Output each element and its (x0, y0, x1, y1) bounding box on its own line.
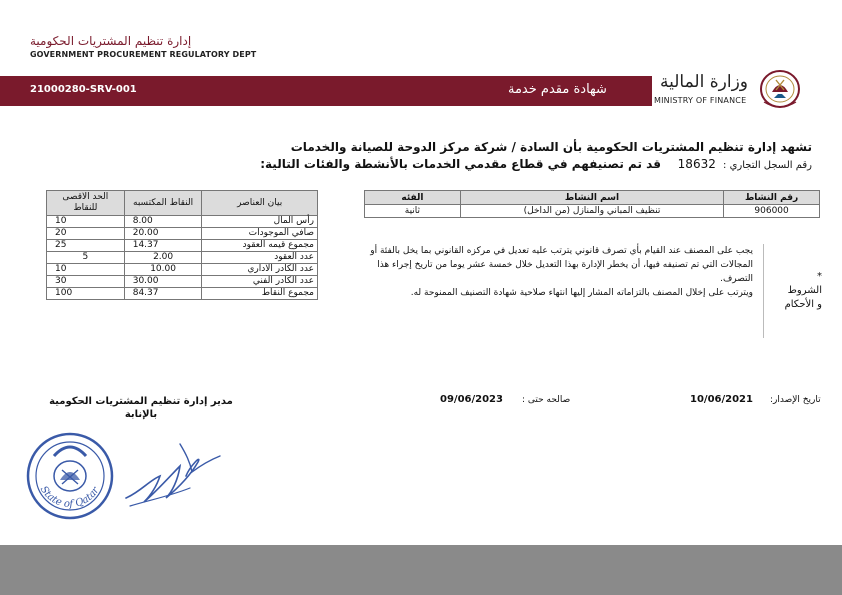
cr-number: 18632 (677, 157, 716, 171)
certificate-title: شهادة مقدم خدمة (508, 82, 607, 97)
terms-paragraph-2: ويترتب على إخلال المصنف بالتزاماته المشار إليها انتهاء صلاحية شهادة التصنيف الممنوحة له. (410, 288, 753, 298)
max-points-header: الحد الاقصى للنقاط (47, 191, 125, 216)
element-name: عدد العقود (202, 252, 318, 264)
ministry-logo-block (652, 70, 842, 110)
element-name: مجموع قيمه العقود (202, 240, 318, 252)
max-points: 20 (47, 228, 125, 240)
activity-name: تنظيف المباني والمنازل (من الداخل) (460, 205, 723, 218)
issue-date: 10/06/2021 (690, 394, 753, 405)
element-header: بيان العناصر (202, 191, 318, 216)
issue-date-label: تاريخ الإصدار: (770, 395, 821, 405)
points-header-row (47, 191, 318, 216)
element-name: عدد الكادر الاداري (202, 264, 318, 276)
element-name: مجموع النقاط (202, 288, 318, 300)
earned-points: 8.00 (124, 216, 202, 228)
max-points: 5 (47, 252, 125, 264)
signatory-line2: بالإنابة (124, 409, 158, 420)
department-header (30, 34, 256, 59)
max-points: 10 (47, 216, 125, 228)
activities-header-row (365, 191, 820, 205)
earned-points: 84.37 (124, 288, 202, 300)
activity-number: 906000 (724, 205, 820, 218)
terms-label-line1: * الشروط (787, 271, 822, 296)
valid-until-label: صالحه حتى : (522, 395, 571, 405)
earned-points: 2.00 (124, 252, 202, 264)
signatory-line1: مدير إدارة تنظيم المشتريات الحكومية (49, 396, 233, 407)
cr-label: رقم السجل التجاري : (723, 160, 812, 171)
department-name-en: GOVERNMENT PROCUREMENT REGULATORY DEPT (30, 50, 257, 59)
table-row (47, 264, 318, 276)
certify-statement: تشهد إدارة تنظيم المشتريات الحكومية بأن السادة / شركة مركز الدوحة للصيانة والخدمات (290, 140, 812, 154)
element-name: عدد الكادر الفني (202, 276, 318, 288)
terms-label-line2: و الأحكام (784, 299, 822, 310)
activity-number-header: رقم النشاط (724, 191, 820, 205)
terms-text (364, 244, 764, 338)
official-seal-icon (24, 430, 116, 522)
valid-until-date: 09/06/2023 (440, 394, 503, 405)
table-row (47, 276, 318, 288)
activity-category: ثانية (365, 205, 461, 218)
table-row (47, 252, 318, 264)
max-points: 10 (47, 264, 125, 276)
footer-band (0, 545, 842, 595)
table-row (47, 240, 318, 252)
element-name: رأس المال (202, 216, 318, 228)
table-row (47, 228, 318, 240)
signatory-title (46, 395, 236, 421)
certificate-code: 21000280-SRV-001 (30, 84, 137, 95)
earned-points: 20.00 (124, 228, 202, 240)
points-table (46, 190, 318, 300)
table-row (47, 216, 318, 228)
seal-text: State of Qatar (37, 484, 102, 511)
ministry-name-en: MINISTRY OF FINANCE (654, 96, 747, 105)
classified-statement: قد تم تصنيفهم في قطاع مقدمي الخدمات بالأنشطة والفئات التالية: (260, 157, 661, 171)
table-row (47, 288, 318, 300)
max-points: 100 (47, 288, 125, 300)
table-row (365, 205, 820, 218)
classification-line (212, 157, 812, 171)
svg-text:State of Qatar (38, 484, 103, 510)
max-points: 30 (47, 276, 125, 288)
department-name-ar: إدارة تنظيم المشتريات الحكومية (30, 34, 192, 48)
earned-points-header: النقاط المكتسبه (124, 191, 202, 216)
ministry-name-ar: وزارة المالية (660, 72, 748, 92)
activity-name-header: اسم النشاط (460, 191, 723, 205)
earned-points: 14.37 (124, 240, 202, 252)
qatar-emblem-icon (756, 68, 804, 110)
terms-paragraph-1: يجب على المصنف عند القيام بأي تصرف قانوني يترتب عليه تعديل في مركزه القانوني بما يخل بالفئة أو المجالات التي تم تصنيفه فيها، أن يخطر الإدارة بهذا التعديل خلال خمسة عشر يوما من تاريخ إجراء هذا التصرف. (370, 246, 753, 284)
earned-points: 10.00 (124, 264, 202, 276)
category-header: الفئه (365, 191, 461, 205)
signature-icon (120, 436, 230, 512)
earned-points: 30.00 (124, 276, 202, 288)
element-name: صافي الموجودات (202, 228, 318, 240)
max-points: 25 (47, 240, 125, 252)
terms-label (782, 270, 822, 312)
activities-table (364, 190, 820, 218)
certificate-intro (212, 140, 812, 171)
